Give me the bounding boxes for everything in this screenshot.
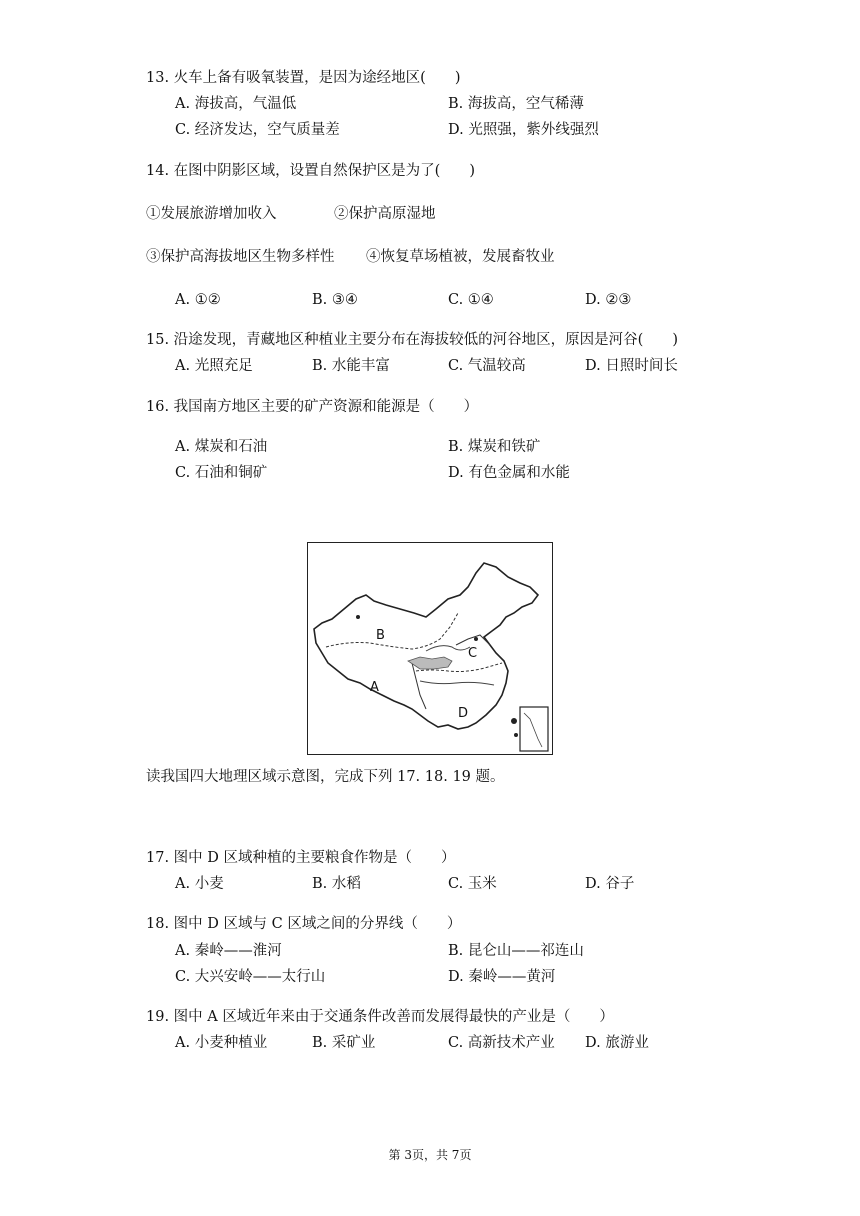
q18-option-c: C. 大兴安岭——太行山	[175, 969, 326, 985]
q14-statement-4: ④恢复草场植被，发展畜牧业	[366, 249, 555, 265]
q17-option-b: B. 水稻	[312, 876, 361, 892]
q18-option-a: A. 秦岭——淮河	[175, 943, 282, 959]
city-dot-northwest	[356, 615, 360, 619]
q14-option-a: A. ①②	[175, 292, 221, 308]
china-map-drawing	[308, 543, 551, 753]
map-caption: 读我国四大地理区域示意图，完成下列 17. 18. 19 题。	[146, 769, 505, 785]
question-13-stem: 13. 火车上备有吸氧装置，是因为途经地区( )	[146, 70, 461, 86]
boundary-northwest	[326, 613, 458, 649]
q17-option-c: C. 玉米	[448, 876, 497, 892]
shaded-reserve-area	[408, 657, 452, 669]
yangtze-river	[420, 681, 494, 685]
q17-option-d: D. 谷子	[585, 876, 635, 892]
region-label-c: C	[468, 646, 478, 661]
q15-option-b: B. 水能丰富	[312, 358, 390, 374]
q14-statement-3: ③保护高海拔地区生物多样性	[146, 249, 335, 265]
q19-option-c: C. 高新技术产业	[448, 1035, 555, 1051]
question-17-stem: 17. 图中 D 区域种植的主要粮食作物是（ ）	[146, 850, 456, 866]
island-dot-2	[514, 733, 518, 737]
question-15-stem: 15. 沿途发现，青藏地区种植业主要分布在海拔较低的河谷地区，原因是河谷( )	[146, 332, 678, 348]
city-dot-north	[474, 637, 478, 641]
q15-option-d: D. 日照时间长	[585, 358, 678, 374]
page-footer: 第 3页，共 7页	[388, 1148, 472, 1162]
q19-option-b: B. 采矿业	[312, 1035, 376, 1051]
q16-option-c: C. 石油和铜矿	[175, 465, 268, 481]
q18-option-d: D. 秦岭——黄河	[448, 969, 556, 985]
q13-option-c: C. 经济发达，空气质量差	[175, 122, 340, 138]
q18-option-b: B. 昆仑山——祁连山	[448, 943, 584, 959]
q16-option-d: D. 有色金属和水能	[448, 465, 570, 481]
q19-option-a: A. 小麦种植业	[175, 1035, 268, 1051]
q19-option-d: D. 旅游业	[585, 1035, 649, 1051]
region-label-d: D	[458, 706, 469, 721]
question-14-stem: 14. 在图中阴影区域，设置自然保护区是为了( )	[146, 163, 475, 179]
island-dot	[511, 718, 517, 724]
q14-statement-2: ②保护高原湿地	[334, 206, 436, 222]
question-18-stem: 18. 图中 D 区域与 C 区域之间的分界线（ ）	[146, 916, 462, 932]
china-regions-map	[307, 542, 553, 755]
region-label-b: B	[376, 628, 385, 643]
question-16-stem: 16. 我国南方地区主要的矿产资源和能源是（ ）	[146, 399, 479, 415]
q16-option-b: B. 煤炭和铁矿	[448, 439, 541, 455]
yellow-river	[426, 646, 470, 651]
q17-option-a: A. 小麦	[175, 876, 224, 892]
question-19-stem: 19. 图中 A 区域近年来由于交通条件改善而发展得最快的产业是（ ）	[146, 1009, 614, 1025]
q15-option-c: C. 气温较高	[448, 358, 526, 374]
q15-option-a: A. 光照充足	[175, 358, 253, 374]
q13-option-a: A. 海拔高，气温低	[175, 96, 297, 112]
q14-option-d: D. ②③	[585, 292, 632, 308]
q16-option-a: A. 煤炭和石油	[175, 439, 268, 455]
q13-option-b: B. 海拔高，空气稀薄	[448, 96, 584, 112]
q14-statement-1: ①发展旅游增加收入	[146, 206, 277, 222]
q14-option-c: C. ①④	[448, 292, 494, 308]
q14-option-b: B. ③④	[312, 292, 358, 308]
q13-option-d: D. 光照强，紫外线强烈	[448, 122, 599, 138]
region-label-a: A	[370, 680, 379, 695]
